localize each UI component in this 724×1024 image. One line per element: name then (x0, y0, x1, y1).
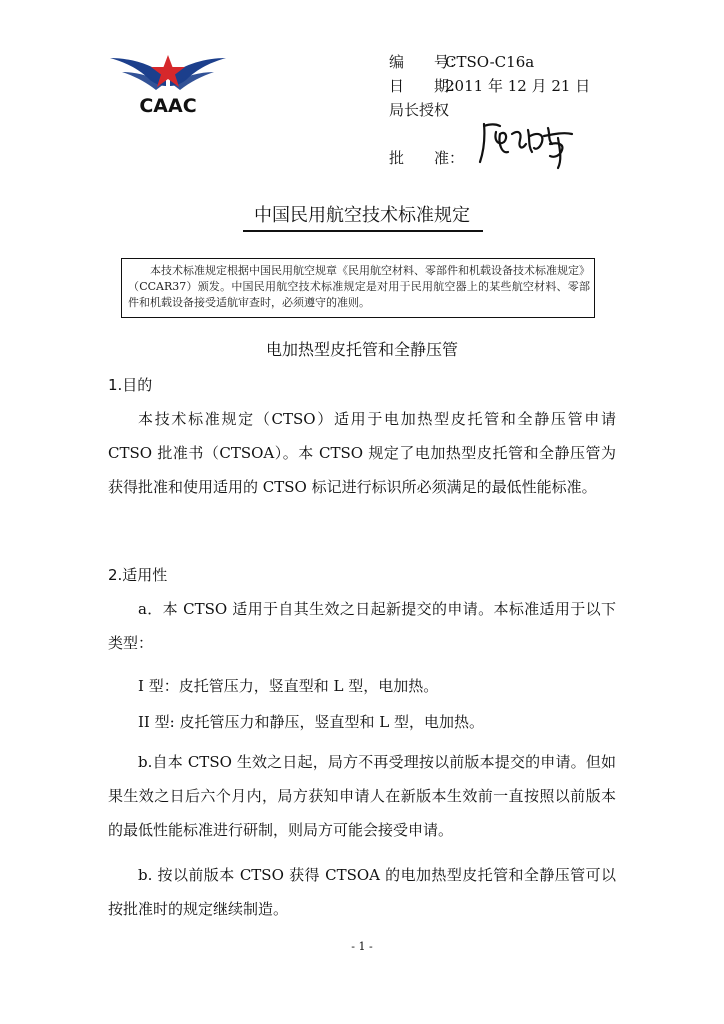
doc-number (389, 52, 534, 72)
para-b1-text: b.自本 CTSO 生效之日起，局方不再受理按以前版本提交的申请。但如果生效之日后六个月内，局方获知申请人在新版本生效前一直按照以前版本的最低性能标准进行研制，则局方可能会接受申请。 (108, 753, 616, 839)
approve-label: 批 准： (389, 149, 465, 167)
logo-text: CAAC (139, 95, 197, 117)
document-subtitle: 电加热型皮托管和全静压管 (265, 340, 458, 359)
doc-approve-label (389, 148, 464, 168)
page-title: 中国民用航空技术标准规定 (254, 205, 470, 226)
purpose-text: 本技术标准规定（CTSO）适用于电加热型皮托管和全静压管申请 CTSO 批准书（CTSOA）。本 CTSO 规定了电加热型皮托管和全静压管为获得批准和使用适用的 CTSO 标记进行标识所必须满足的最低性能标准。 (108, 410, 616, 496)
notice-box (121, 258, 595, 318)
type-2-text: II 型: 皮托管压力和静压，竖直型和 L 型，电加热。 (138, 713, 484, 731)
doc-date-label: 日 期： (389, 77, 465, 95)
applicability-paragraph-a (108, 592, 616, 660)
type-1-text: I 型：皮托管压力，竖直型和 L 型，电加热。 (138, 677, 439, 695)
applicability-paragraph-b2 (108, 858, 616, 926)
doc-date (389, 76, 590, 96)
caac-logo (108, 50, 228, 120)
type-2-line (108, 705, 616, 739)
page-number: - 1 - (351, 940, 373, 953)
notice-text: 本技术标准规定根据中国民用航空规章《民用航空材料、零部件和机载设备技术标准规定》（CCAR37）颁发。中国民用航空技术标准规定是对用于民用航空器上的某些航空材料、零部件和机载设备接受适航审查时，必须遵守的准则。 (128, 264, 590, 309)
section-heading-applicability: 2.适用性 (108, 566, 168, 584)
doc-number-value: CTSO-C16a (445, 53, 535, 71)
doc-number-label: 编 号： (389, 53, 465, 71)
applicability-paragraph-b1 (108, 745, 616, 847)
doc-date-value: 2011 年 12 月 21 日 (445, 77, 591, 95)
doc-authority: 局长授权 (389, 101, 450, 119)
para-b2-text: b. 按以前版本 CTSO 获得 CTSOA 的电加热型皮托管和全静压管可以按批准时的规定继续制造。 (108, 866, 616, 918)
section-heading-purpose: 1.目的 (108, 376, 153, 394)
type-1-line (108, 669, 616, 703)
title-underline (243, 230, 483, 232)
purpose-paragraph (108, 402, 616, 504)
para-a-text: a．本 CTSO 适用于自其生效之日起新提交的申请。本标准适用于以下类型： (108, 600, 616, 652)
signature-image (478, 118, 578, 170)
